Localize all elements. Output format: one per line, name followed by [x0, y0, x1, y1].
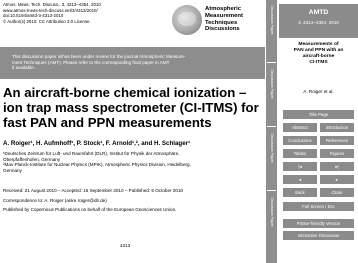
journal-logo-text — [205, 6, 261, 33]
short-title-line: PAN and PPN with an — [293, 47, 344, 53]
introduction-button[interactable]: Introduction — [320, 123, 354, 132]
title-line: fast PAN and PPN measurements — [3, 115, 212, 130]
title-page-button[interactable]: Title Page — [283, 110, 354, 119]
affiliation-line: Oberpfaffenhofen, Germany — [3, 156, 61, 162]
full-screen-button[interactable]: Full Screen / Esc — [283, 202, 354, 211]
citation-doi: doi:10.5194/amtd-3-4313-2010 — [3, 13, 64, 19]
journal-logo-line: Atmospheric — [205, 6, 242, 12]
short-title — [279, 42, 358, 66]
gutter-divider — [267, 126, 276, 127]
short-title-line: Measurements of — [298, 42, 339, 47]
gutter-label: Discussion Paper — [269, 69, 274, 99]
notice-line: This discussion paper is/has been under review for the journal Atmospheric Measure- — [12, 54, 186, 59]
citation-license: © Author(s) 2010. CC Attribution 3.0 License. — [3, 18, 91, 24]
page-number: 4313 — [120, 243, 131, 248]
gutter-divider — [267, 190, 276, 191]
abstract-button[interactable]: Abstract — [283, 123, 317, 132]
correspondence: Correspondence to: A. Roiger (anke.roiger@dlr.de) — [3, 198, 107, 203]
paper-title — [3, 85, 265, 130]
affiliations — [3, 151, 263, 173]
journal-logo-line: Discussions — [205, 26, 240, 33]
journal-header — [279, 4, 358, 38]
affiliation-line: ²Max-Planck-Institute for Nuclear Physics (MPIK), Atmospheric Physics Division, Heidelberg, — [3, 162, 191, 168]
globe-icon — [172, 5, 202, 35]
close-button[interactable]: Close — [320, 188, 354, 197]
publisher-note: Published by Copernicus Publications on behalf of the European Geosciences Union. — [3, 207, 177, 212]
journal-abbrev: AMTD — [308, 9, 329, 16]
conclusions-button[interactable]: Conclusions — [283, 136, 317, 145]
last-page-button[interactable]: ▸| — [320, 162, 354, 171]
gutter-divider — [267, 62, 276, 63]
review-notice — [0, 47, 265, 79]
discussion-paper-gutter-left — [266, 0, 277, 263]
short-title-line: CI-ITMS — [309, 59, 328, 65]
journal-logo-line: Measurement — [205, 12, 243, 19]
title-line: ion trap mass spectrometer (CI-ITMS) for — [3, 100, 259, 115]
first-page-button[interactable]: |◂ — [283, 162, 317, 171]
references-button[interactable]: References — [320, 136, 354, 145]
printer-friendly-button[interactable]: Printer-friendly Version — [283, 219, 354, 228]
affiliation-line: Germany — [3, 167, 22, 173]
notice-line: if available. — [12, 65, 35, 71]
author-list: A. Roiger¹, H. Aufmhoff¹, P. Stock¹, F. Arnold¹,², and H. Schlager¹ — [3, 140, 191, 147]
next-page-button[interactable]: ▸ — [320, 175, 354, 184]
gutter-label: Discussion Paper — [269, 133, 274, 163]
tables-button[interactable]: Tables — [283, 149, 317, 158]
notice-line: ment Techniques (AMT). Please refer to the corresponding final paper in AMT — [12, 59, 170, 65]
previous-page-button[interactable]: ◂ — [283, 175, 317, 184]
navigation-panel — [279, 0, 358, 263]
figures-button[interactable]: Figures — [320, 149, 354, 158]
citation-block — [3, 2, 165, 24]
affiliation-line: ¹Deutsches Zentrum für Luft- und Raumfahrt (DLR), Institut für Physik der Atmosphäre, — [3, 151, 180, 156]
back-button[interactable]: Back — [283, 188, 317, 197]
gutter-label: Discussion Paper — [269, 5, 274, 35]
received-dates: Received: 21 August 2010 – Accepted: 16 September 2010 – Published: 5 October 2010 — [3, 188, 184, 193]
journal-logo — [172, 1, 260, 46]
citation-line: Atmos. Meas. Tech. Discuss., 3, 4313–4354, 2010 — [3, 2, 101, 7]
citation-url[interactable]: www.atmos-meas-tech-discuss.net/3/4313/2010/ — [3, 7, 98, 13]
journal-logo-line: Techniques — [205, 19, 238, 26]
title-line: An aircraft-borne chemical ionization – — [3, 85, 247, 100]
panel-author: A. Roiger et al. — [303, 89, 334, 94]
volume-info: 3, 4313–4354, 2010 — [298, 20, 339, 25]
short-title-line: aircraft-borne — [302, 53, 335, 59]
gutter-label: Discussion Paper — [269, 197, 274, 227]
interactive-discussion-button[interactable]: Interactive Discussion — [283, 231, 354, 240]
